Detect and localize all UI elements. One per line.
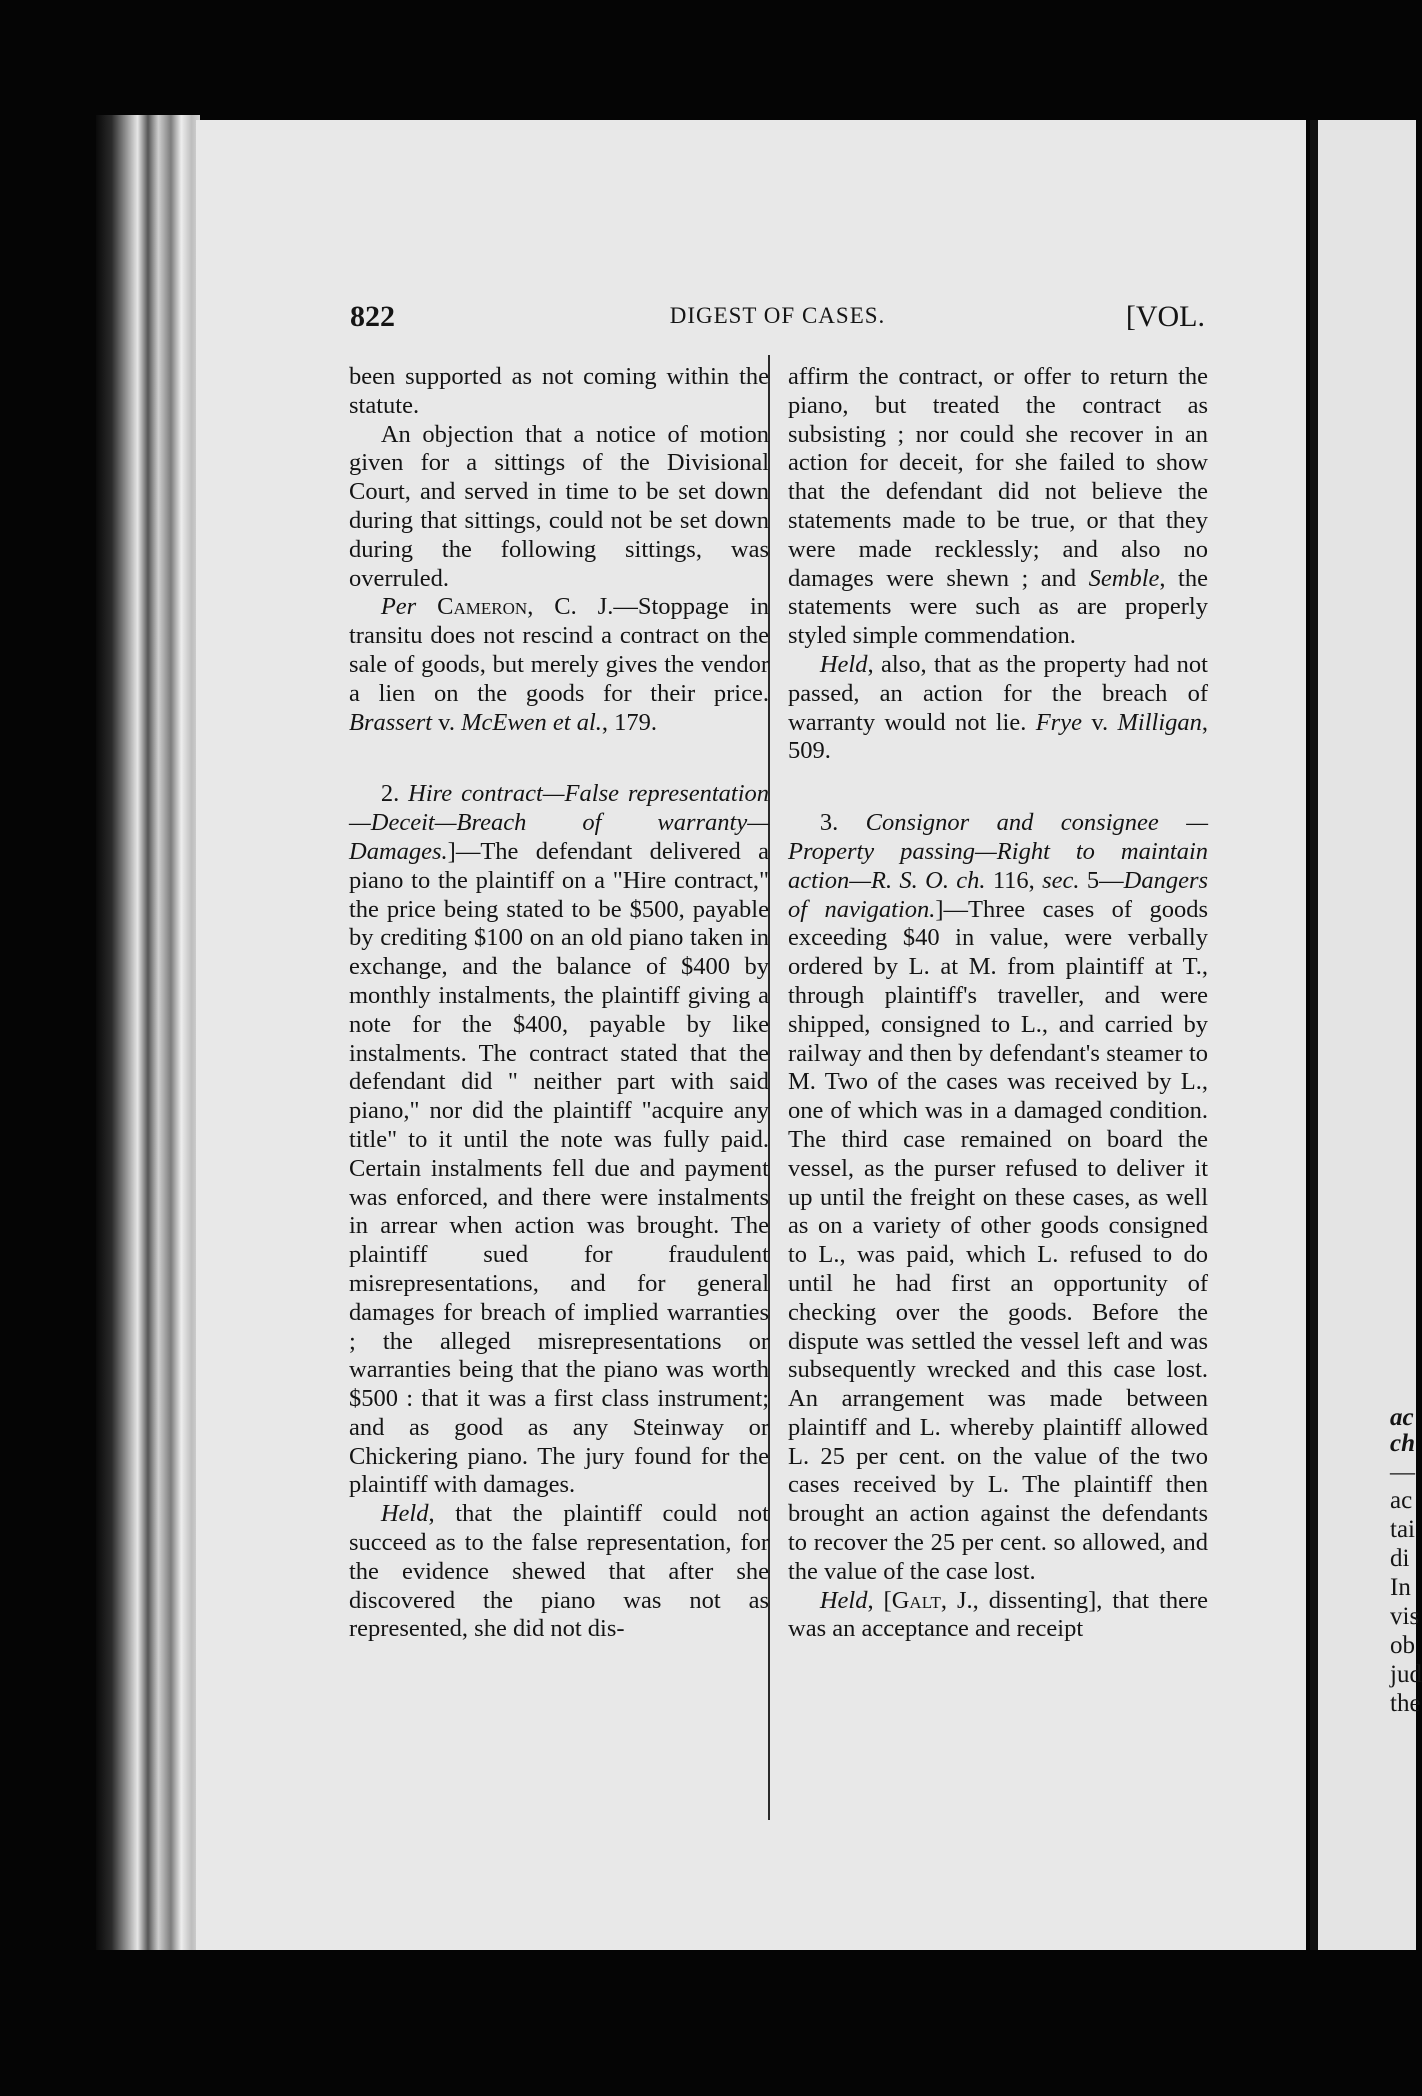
volume-label: [VOL. <box>1125 300 1205 333</box>
paragraph-text: , [ <box>867 1586 892 1614</box>
facing-page-fragment: the <box>1390 1690 1421 1717</box>
case-number: 3. <box>819 809 839 837</box>
case-heading <box>788 809 1208 1587</box>
case-name: Brassert <box>349 708 433 736</box>
case-topic: Consignor and consignee — Property passing—Right to maintain action—R. S. O. ch. <box>788 809 1208 894</box>
case-number: 2. <box>380 780 400 808</box>
case-name: Milligan <box>1117 708 1202 736</box>
paragraph-text: ]—The defendant delivered a piano to the plaintiff on a "Hire contract," the price being stated to be $500, payable by crediting $100 on an old piano taken in exchange, and the balance of $400 by monthly instalments, the plaintiff giving a note for the $400, payable by like instalments. The contract stated that the defendant did " neither part with said piano," nor did the plaintiff "acquire any title" to it until the note was fully paid. Certain instalments fell due and payment was enforced, and there were instalments in arrear when action was brought. The plaintiff sued for fraudulent misrepresentations, and for general damages for breach of implied warranties ; the alleged misrepresentations or warranties being that the piano was worth $500 : that it was a first class instrument; and as good as any Steinway or Chickering piano. The jury found for the plaintiff with damages. <box>349 837 769 1499</box>
paragraph-text: affirm the contract, or offer to return the piano, but treated the contract as subsisting ; nor could she recover in an action for deceit, for she failed to show that the defendant did not believe the statements made to be true, or that they were made recklessly; and also no damages were shewn ; and <box>788 363 1208 592</box>
per-label: Per <box>380 593 417 621</box>
left-column <box>349 363 769 1644</box>
facing-page-fragment: ch <box>1390 1430 1415 1457</box>
right-column <box>788 363 1208 1644</box>
paragraph-text: ]—Three cases of goods exceeding $40 in value, were verbally ordered by L. at M. from plaintiff at T., through plaintiff's traveller, and were shipped, consigned to L., and carried by railway and then by defendant's steamer to M. Two of the cases was received by L., one of which was in a damaged condition. The third case remained on board the vessel, as the purser refused to deliver it up until the freight on these cases, as well as on a variety of other goods consigned to L., was paid, which L. refused to do until he had first an opportunity of checking over the goods. Before the dispute was settled the vessel left and was subsequently wrecked and this case lost. An arrangement was made between plaintiff and L. whereby plaintiff allowed L. 25 per cent. on the value of the two cases received by L. The plaintiff then brought an action against the defendants to recover the 25 per cent. so allowed, and the value of the case lost. <box>788 895 1209 1585</box>
case-topic: Hire contract—False representation—Deceit—Breach of warranty—Damages. <box>349 780 769 865</box>
judge-name: Galt <box>891 1586 941 1614</box>
running-title: DIGEST OF CASES. <box>669 303 886 328</box>
paragraph <box>788 363 1208 651</box>
paragraph-text: 5— <box>1079 866 1124 894</box>
running-header <box>350 300 1205 340</box>
held-label: Held <box>380 1500 429 1528</box>
facing-page-fragment: ob <box>1390 1632 1415 1659</box>
paragraph-text: , that the plaintiff could not succeed as to the false representation, for the evidence shewed that after she discovered the piano was not as represented, she did not dis- <box>349 1500 769 1643</box>
facing-page-edge <box>1318 120 1422 1950</box>
paragraph <box>788 1587 1208 1645</box>
paragraph-text: , also, that as the property had not passed, an action for the breach of warranty would not lie. <box>788 650 1208 736</box>
case-name: Frye <box>1035 708 1082 736</box>
gutter-shadow <box>1310 120 1318 1950</box>
versus: v. <box>432 708 462 736</box>
citation: , 179. <box>601 708 658 736</box>
held-label: Held <box>819 1586 868 1614</box>
page-number: 822 <box>350 300 395 333</box>
section-label: sec. <box>1042 866 1080 894</box>
facing-page-fragment: jud <box>1390 1661 1422 1688</box>
citation: , 509. <box>788 708 1208 765</box>
facing-page-fragment: vis <box>1390 1603 1420 1630</box>
paragraph <box>349 593 769 737</box>
paragraph: An objection that a notice of motion given for a sittings of the Divisional Court, and served in time to be set down during that sittings, could not be set down during the following sittings, was overruled. <box>349 420 769 592</box>
paragraph: been supported as not coming within the statute. <box>349 363 769 419</box>
paragraph-text: , J., dissenting], that there was an acceptance and receipt <box>788 1586 1208 1643</box>
paragraph-text: 116, <box>985 866 1043 894</box>
facing-page-fragment: di <box>1390 1545 1410 1572</box>
judge-name: Cameron <box>437 593 528 621</box>
case-name: McEwen et al. <box>461 708 602 736</box>
facing-page-fragment: In <box>1390 1574 1411 1601</box>
held-label: Held <box>819 650 868 678</box>
paragraph <box>788 651 1208 766</box>
facing-page-fragment: — <box>1390 1459 1415 1486</box>
paragraph <box>349 1500 769 1644</box>
facing-page-fragment: ac <box>1390 1404 1414 1431</box>
facing-page-fragment: tai <box>1390 1516 1415 1543</box>
paragraph-text: , C. J.—Stoppage in transitu does not rescind a contract on the sale of goods, but merely gives the vendor a lien on the goods for their price. <box>349 593 770 707</box>
facing-page-fragment: ac <box>1390 1487 1413 1514</box>
semble-label: Semble <box>1088 564 1160 592</box>
paragraph-text: , the statements were such as are properly styled simple commendation. <box>788 564 1208 650</box>
case-topic: Dangers of navigation. <box>788 866 1209 923</box>
book-spine <box>96 115 200 1950</box>
case-heading <box>349 780 769 1500</box>
versus: v. <box>1081 708 1118 736</box>
